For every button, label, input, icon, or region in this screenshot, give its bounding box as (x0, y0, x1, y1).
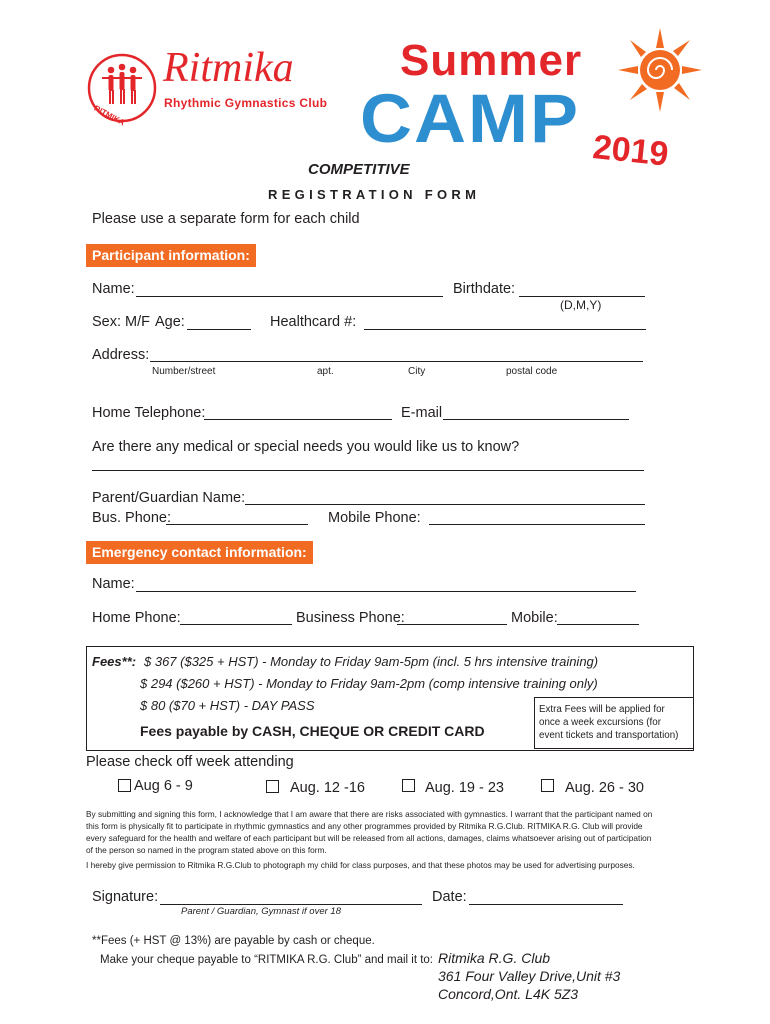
emergency-section-header: Emergency contact information: (86, 541, 313, 564)
date-field[interactable] (469, 904, 623, 905)
camp-year: 2019 (591, 128, 671, 174)
emergency-business-phone-label: Business Phone: (296, 610, 405, 626)
mailing-address-line-1: Ritmika R.G. Club (438, 950, 551, 966)
mailing-address-line-3: Concord,Ont. L4K 5Z3 (438, 986, 579, 1002)
guardian-field[interactable] (245, 504, 645, 505)
logo-subtitle: Rhythmic Gymnastics Club (164, 96, 328, 110)
fee-line-1: $ 367 ($325 + HST) - Monday to Friday 9am-5pm (incl. 5 hrs intensive training) (144, 654, 599, 669)
address-field[interactable] (150, 361, 643, 362)
week-3-checkbox[interactable] (402, 779, 415, 792)
guardian-label: Parent/Guardian Name: (92, 490, 246, 506)
fees-note: **Fees (+ HST @ 13%) are payable by cash or cheque. (92, 935, 375, 947)
extra-fees-box (534, 697, 694, 749)
camp-title: CAMP (360, 81, 580, 157)
fees-payable-note: Fees payable by CASH, CHEQUE OR CREDIT CARD (140, 723, 485, 739)
week-4-label: Aug. 26 - 30 (565, 780, 644, 796)
birthdate-hint: (D,M,Y) (560, 298, 602, 312)
extra-fees-line-1: Extra Fees will be applied for (539, 704, 665, 715)
address-hint-city: City (408, 366, 426, 377)
legal-line-1: By submitting and signing this form, I acknowledge that I am aware that there are risks associated with gymnastics. I warrant that the participant named on (86, 809, 653, 819)
form-title: REGISTRATION FORM (268, 187, 481, 202)
week-4-checkbox[interactable] (541, 779, 554, 792)
address-hint-apt: apt. (317, 366, 334, 377)
emergency-mobile-label: Mobile: (511, 610, 558, 626)
date-label: Date: (432, 889, 467, 905)
medical-field[interactable] (92, 470, 644, 471)
address-label: Address: (92, 347, 150, 363)
emergency-mobile-field[interactable] (557, 624, 639, 625)
address-hint-street: Number/street (152, 366, 216, 377)
week-1-checkbox[interactable] (118, 779, 131, 792)
emergency-name-field[interactable] (136, 591, 636, 592)
participant-name-label: Name: (92, 281, 135, 297)
cheque-instruction: Make your cheque payable to “RITMIKA R.G. Club” and mail it to: (100, 954, 434, 966)
participant-section-header: Participant information: (86, 244, 256, 267)
fees-label: Fees**: (92, 654, 137, 669)
participant-name-field[interactable] (136, 296, 443, 297)
home-telephone-label: Home Telephone: (92, 405, 206, 421)
ritmika-seal-icon (84, 50, 164, 130)
fee-line-2: $ 294 ($260 + HST) - Monday to Friday 9am-2pm (comp intensive training only) (140, 676, 598, 691)
signature-label: Signature: (92, 889, 159, 905)
signature-hint: Parent / Guardian, Gymnast if over 18 (181, 906, 341, 917)
signature-field[interactable] (160, 904, 422, 905)
svg-text:RITMIKA: RITMIKA (92, 103, 127, 128)
email-label: E-mail (401, 405, 443, 421)
extra-fees-line-2: once a week excursions (for (539, 717, 661, 728)
weeks-prompt: Please check off week attending (86, 754, 294, 770)
emergency-home-phone-label: Home Phone: (92, 610, 181, 626)
emergency-business-phone-field[interactable] (397, 624, 507, 625)
legal-line-2: this form is physically fit to participate in rhythmic gymnastics and any other programmes provided by Ritmika R.G.Club. RITMIKA R.G. Club will provide (86, 821, 643, 831)
fee-line-3: $ 80 ($70 + HST) - DAY PASS (140, 698, 315, 713)
mailing-address-line-2: 361 Four Valley Drive,Unit #3 (438, 968, 621, 984)
healthcard-label: Healthcard #: (270, 314, 357, 330)
email-field[interactable] (443, 419, 629, 420)
birthdate-field[interactable] (519, 296, 645, 297)
week-2-label: Aug. 12 -16 (290, 780, 365, 796)
form-instruction: Please use a separate form for each child (92, 211, 360, 227)
week-3-label: Aug. 19 - 23 (425, 780, 504, 796)
emergency-home-phone-field[interactable] (180, 624, 292, 625)
legal-line-3: every safeguard for the health and welfare of each participant but will be released from all actions, damages, claims whatsoever arising out of participation (86, 833, 652, 843)
medical-question: Are there any medical or special needs you would like us to know? (92, 439, 520, 455)
week-1-label: Aug 6 - 9 (134, 778, 193, 794)
competitive-label: COMPETITIVE (308, 161, 410, 178)
home-telephone-field[interactable] (204, 419, 392, 420)
photo-permission: I hereby give permission to Ritmika R.G.Club to photograph my child for class purposes, and that these photos may be used for advertising purposes. (86, 860, 635, 870)
sex-label: Sex: M/F (92, 314, 151, 330)
bus-phone-field[interactable] (166, 524, 308, 525)
logo-name: Ritmika (163, 45, 294, 91)
week-2-checkbox[interactable] (266, 780, 279, 793)
emergency-name-label: Name: (92, 576, 135, 592)
birthdate-label: Birthdate: (453, 281, 516, 297)
age-label: Age: (155, 314, 185, 330)
bus-phone-label: Bus. Phone: (92, 510, 171, 526)
address-hint-postal: postal code (506, 366, 558, 377)
sun-icon (616, 26, 704, 114)
mobile-phone-field[interactable] (429, 524, 645, 525)
mobile-phone-label: Mobile Phone: (328, 510, 421, 526)
summer-title: Summer (400, 36, 583, 85)
legal-line-4: of the person so named in the program stated above on this form. (86, 845, 327, 855)
age-field[interactable] (187, 329, 251, 330)
extra-fees-line-3: event tickets and transportation) (539, 730, 679, 741)
healthcard-field[interactable] (364, 329, 646, 330)
